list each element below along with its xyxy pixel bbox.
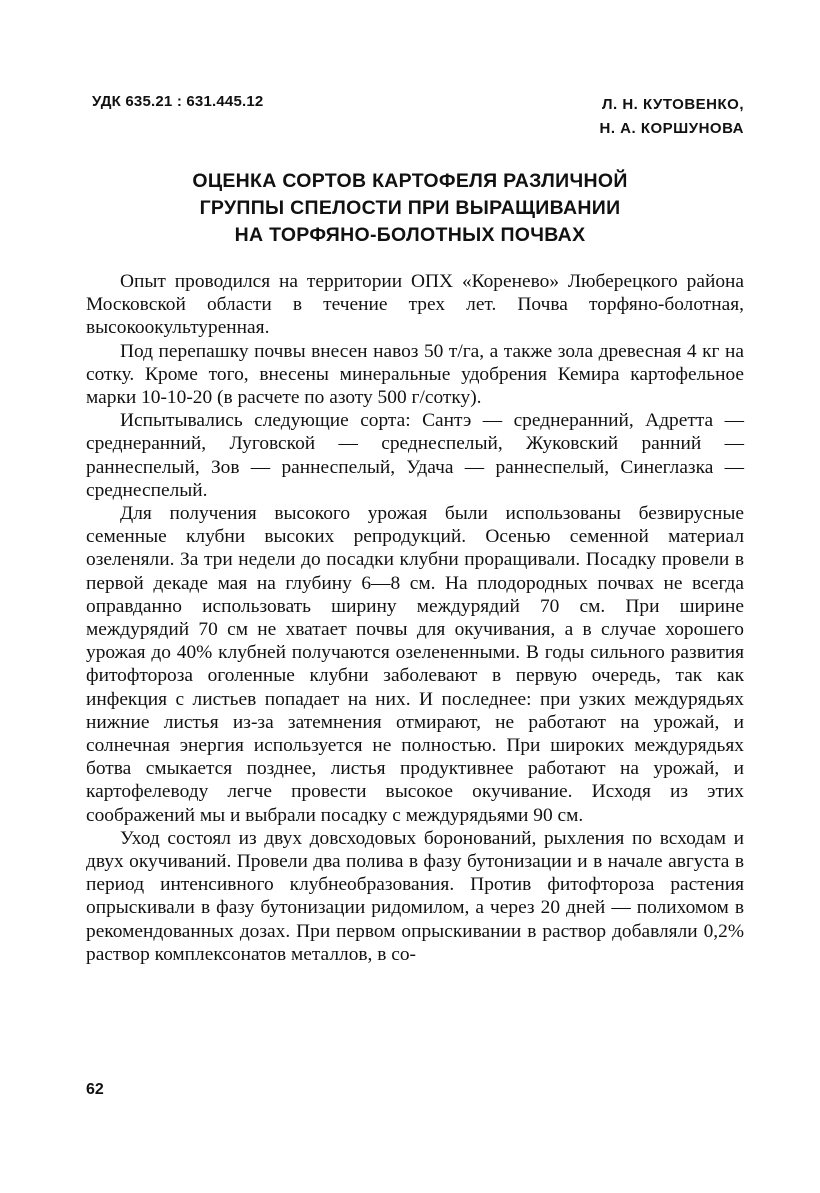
article-title	[110, 168, 710, 249]
title-line: ГРУППЫ СПЕЛОСТИ ПРИ ВЫРАЩИВАНИИ	[199, 197, 621, 219]
page-number: 62	[86, 1081, 104, 1098]
paragraph: Опыт проводился на территории ОПХ «Коренево» Люберецкого района Московской области в течение трех лет. Почва торфяно-болотная, высокоокультуренная.	[86, 271, 744, 339]
author-name: Л. Н. КУТОВЕНКО,	[601, 96, 744, 113]
paragraph: Для получения высокого урожая были использованы безвирусные семенные клубни высоких репродукций. Осенью семенной материал озеленяли. За три недели до посадки клубни проращивали. Посадку провели в первой декаде мая на глубину 6—8 см. На плодородных почвах не всегда оправданно использовать ширину междурядий 70 см. При ширине междурядий 70 см не хватает почвы для окучивания, а в случае хорошего урожая до 40% клубней получаются озелененными. В годы сильного развития фитофтороза оголенные клубни заболевают в первую очередь, так как инфекция с листьев попадает на них. И последнее: при узких междурядьях нижние листья из-за затемнения отмирают, не работают на урожай, и солнечная энергия используется не полностью. При широких междурядьях ботва смыкается позднее, листья продуктивнее работают на урожай, и картофелеводу легче провести высокое окучивание. Исходя из этих соображений мы и выбрали посадку с междурядьями 90 см.	[86, 503, 744, 826]
paragraph: Испытывались следующие сорта: Сантэ — среднеранний, Адретта — среднеранний, Луговской — среднеспелый, Жуковский ранний — раннеспелый, Зов — раннеспелый, Удача — раннеспелый, Синеглазка — среднеспелый.	[86, 410, 744, 501]
title-line: ОЦЕНКА СОРТОВ КАРТОФЕЛЯ РАЗЛИЧНОЙ	[192, 170, 628, 192]
article-body	[86, 270, 744, 966]
paragraph: Уход состоял из двух довсходовых боронований, рыхления по всходам и двух окучиваний. Провели два полива в фазу бутонизации и в начале августа в период интенсивного клубнеобразования. Против фитофтороза растения опрыскивали в фазу бутонизации ридомилом, а через 20 дней — полихомом в рекомендованных дозах. При первом опрыскивании в раствор добавляли 0,2% раствор комплексонатов металлов, в со-	[86, 827, 744, 965]
authors-block	[600, 93, 745, 141]
author-name: Н. А. КОРШУНОВА	[599, 120, 744, 137]
title-line: НА ТОРФЯНО-БОЛОТНЫХ ПОЧВАХ	[234, 224, 586, 246]
paragraph: Под перепашку почвы внесен навоз 50 т/га, а также зола древесная 4 кг на сотку. Кроме того, внесены минеральные удобрения Кемира картофельное марки 10-10-20 (в расчете по азоту 500 г/сотку).	[86, 340, 744, 409]
udk-code: УДК 635.21 : 631.445.12	[92, 93, 264, 110]
